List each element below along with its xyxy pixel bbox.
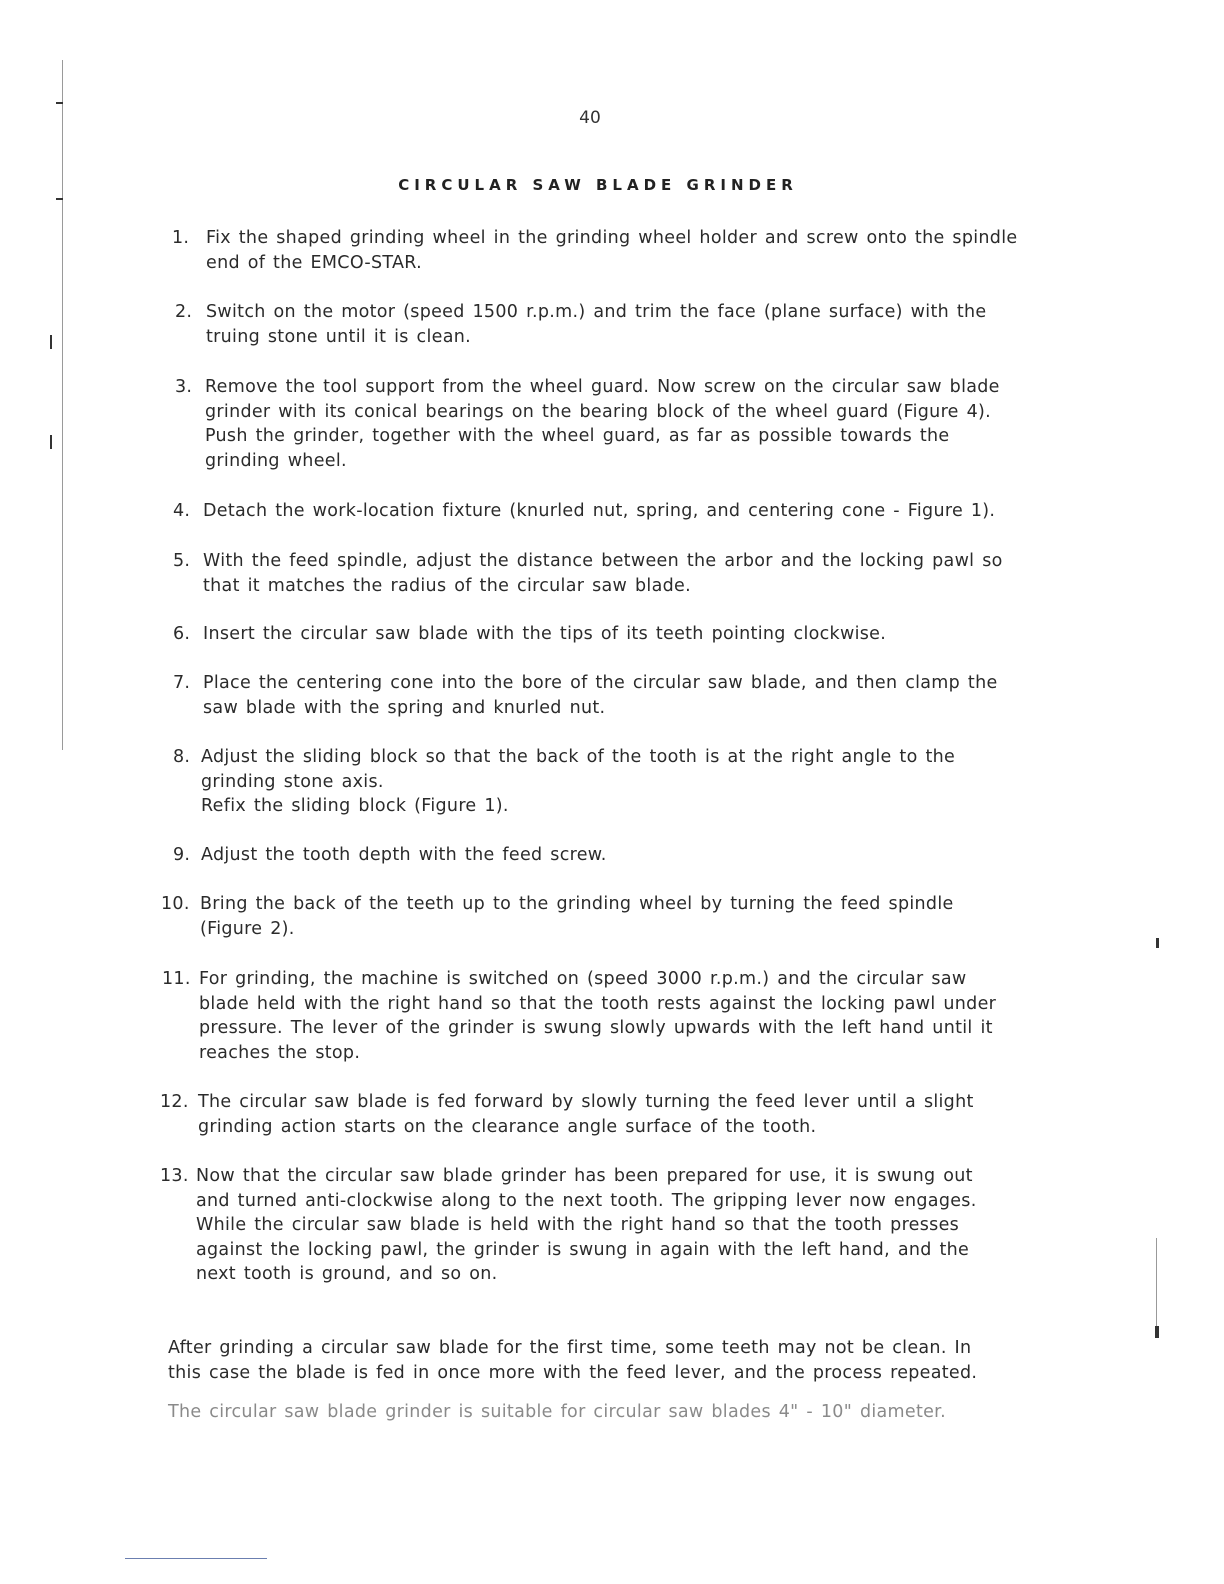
step-number: 3. xyxy=(175,377,193,397)
list-item xyxy=(160,1090,974,1139)
step-number: 12. xyxy=(160,1092,189,1112)
binding-edge-mark xyxy=(56,198,63,200)
right-edge-mark xyxy=(1155,1326,1159,1338)
list-item xyxy=(175,300,986,349)
step-line: truing stone until it is clean. xyxy=(206,326,471,347)
step-number: 5. xyxy=(173,551,191,571)
step-line: Insert the circular saw blade with the tips of its teeth pointing clockwise. xyxy=(203,624,887,644)
right-edge-mark xyxy=(1156,938,1159,948)
step-number: 10. xyxy=(161,894,190,914)
step-line: grinding wheel. xyxy=(205,450,347,471)
note-line: After grinding a circular saw blade for the first time, some teeth may not be clean. In xyxy=(168,1338,972,1358)
list-item xyxy=(173,499,995,524)
step-line: grinding stone axis. xyxy=(201,771,384,792)
right-edge-line xyxy=(1156,1238,1157,1338)
step-line: The circular saw blade is fed forward by slowly turning the feed lever until a slight xyxy=(198,1092,974,1112)
step-line: Fix the shaped grinding wheel in the grinding wheel holder and screw onto the spindle xyxy=(206,228,1018,248)
step-number: 2. xyxy=(175,302,193,322)
list-item xyxy=(161,892,954,941)
note-line: this case the blade is fed in once more with the feed lever, and the process repeated. xyxy=(168,1362,978,1383)
step-line: that it matches the radius of the circular saw blade. xyxy=(203,575,691,596)
step-line: Refix the sliding block (Figure 1). xyxy=(201,796,509,816)
step-line: Place the centering cone into the bore of the circular saw blade, and then clamp the xyxy=(203,673,998,693)
step-line: With the feed spindle, adjust the distance between the arbor and the locking pawl so xyxy=(203,551,1003,571)
step-number: 8. xyxy=(173,747,191,767)
step-line: Adjust the sliding block so that the back of the tooth is at the right angle to the xyxy=(201,747,956,767)
step-line: grinder with its conical bearings on the bearing block of the wheel guard (Figure 4). xyxy=(205,401,992,422)
list-item xyxy=(162,967,996,1065)
step-number: 1. xyxy=(172,228,190,248)
binding-edge-mark xyxy=(56,102,63,104)
step-line: Push the grinder, together with the wheel guard, as far as possible towards the xyxy=(205,426,950,446)
step-number: 4. xyxy=(173,501,191,521)
step-line: For grinding, the machine is switched on (speed 3000 r.p.m.) and the circular saw xyxy=(199,969,967,989)
step-line: While the circular saw blade is held with the right hand so that the tooth presses xyxy=(196,1215,960,1235)
list-item xyxy=(160,1164,977,1287)
step-line: Switch on the motor (speed 1500 r.p.m.) and trim the face (plane surface) with the xyxy=(206,302,987,322)
step-line: (Figure 2). xyxy=(200,918,295,939)
step-line: Bring the back of the teeth up to the grinding wheel by turning the feed spindle xyxy=(200,894,954,914)
step-line: Detach the work-location fixture (knurled nut, spring, and centering cone - Figure 1). xyxy=(203,501,996,521)
binding-edge-mark xyxy=(50,335,52,349)
step-line: against the locking pawl, the grinder is swung in again with the left hand, and the xyxy=(196,1239,970,1260)
list-item xyxy=(173,549,1003,598)
binding-edge-mark xyxy=(50,435,52,449)
step-line: blade held with the right hand so that the tooth rests against the locking pawl under xyxy=(199,993,997,1014)
step-line: and turned anti-clockwise along to the next tooth. The gripping lever now engages. xyxy=(196,1190,977,1211)
step-line: saw blade with the spring and knurled nut. xyxy=(203,697,606,718)
step-number: 13. xyxy=(160,1166,189,1186)
list-item xyxy=(173,745,955,819)
bottom-rule xyxy=(125,1558,267,1559)
closing-note xyxy=(168,1336,998,1385)
step-number: 9. xyxy=(173,845,191,865)
step-line: pressure. The lever of the grinder is swung slowly upwards with the left hand until it xyxy=(199,1018,993,1038)
step-line: Adjust the tooth depth with the feed screw. xyxy=(201,845,607,865)
step-line: Remove the tool support from the wheel guard. Now screw on the circular saw blade xyxy=(205,377,1000,397)
step-line: grinding action starts on the clearance angle surface of the tooth. xyxy=(198,1116,817,1137)
faint-note: The circular saw blade grinder is suitable for circular saw blades 4" - 10" diameter. xyxy=(168,1402,946,1422)
page-number: 40 xyxy=(579,108,601,128)
step-line: Now that the circular saw blade grinder has been prepared for use, it is swung out xyxy=(196,1166,973,1186)
list-item xyxy=(175,375,1000,473)
step-number: 7. xyxy=(173,673,191,693)
list-item xyxy=(173,843,607,868)
page-title: CIRCULAR SAW BLADE GRINDER xyxy=(398,176,798,194)
list-item xyxy=(172,226,1017,275)
step-line: next tooth is ground, and so on. xyxy=(196,1264,498,1284)
step-number: 11. xyxy=(162,969,191,989)
step-number: 6. xyxy=(173,624,191,644)
step-line: end of the EMCO-STAR. xyxy=(206,252,423,273)
list-item xyxy=(173,622,886,647)
list-item xyxy=(173,671,998,720)
binding-edge-line xyxy=(62,60,63,750)
step-line: reaches the stop. xyxy=(199,1042,361,1063)
